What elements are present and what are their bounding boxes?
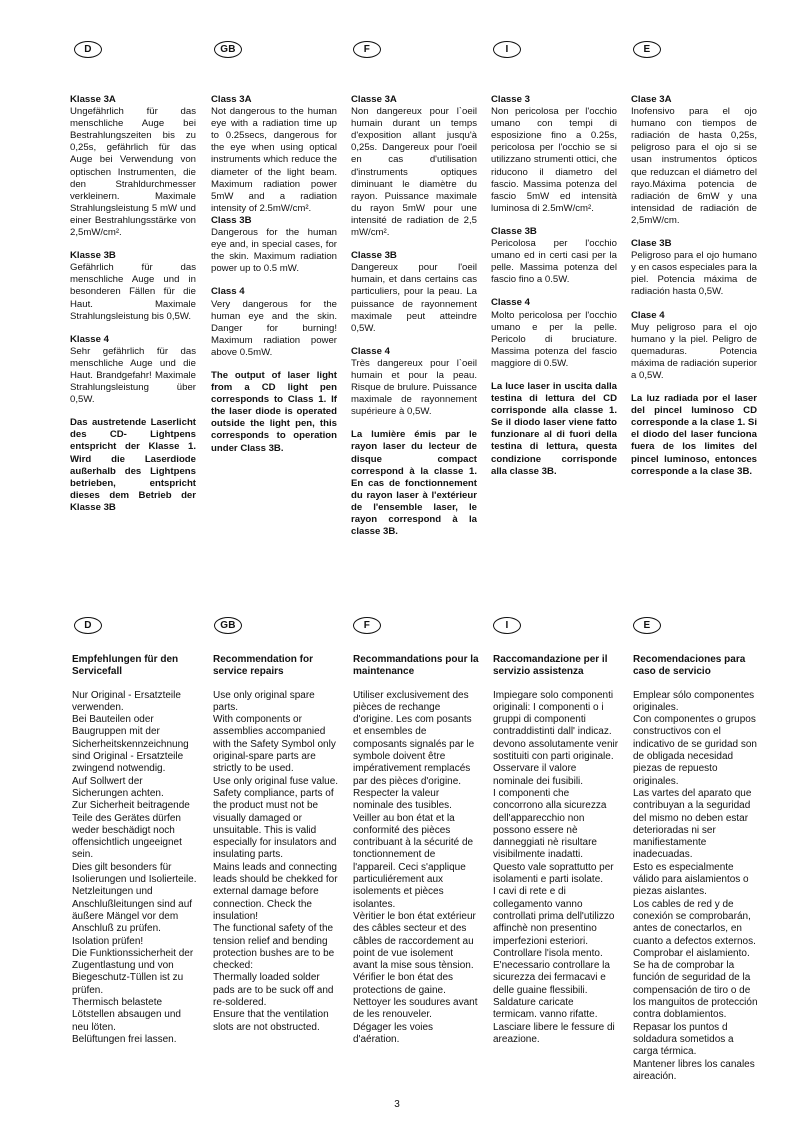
list-item: Ensure that the ventilation slots are not obstructed. [213,1009,329,1033]
list-item: Belüftungen frei lassen. [72,1033,177,1045]
list-item: Con componentes o grupos constructivos con el indicativo de se guridad son de obligada necesidad piezas de repuesto originales. [633,714,757,787]
service-items [72,690,198,1047]
laser-class-column-gb [211,94,337,455]
service-heading: Recomendaciones para caso de servicio [633,654,746,678]
class-text: Ungefährlich für das menschliche Auge bei Bestrahlungszeiten bis zu 0,25s, gefährlich für das Auge bei Verwendung von optischen Instrumenten, die den Strahldurchmesser verkleinern. Maximale Strahlungsleistung 5 mW und einer Bestrahlungsstärke von 2,5mW/cm². [70,106,196,239]
service-items [493,690,619,1047]
list-item: Dies gilt besonders für Isolierungen und Isolierteile. [72,861,197,886]
class-heading: Class 4 [211,286,245,298]
class-heading: Classe 3A [351,94,397,105]
list-item: Thermally loaded solder pads are to be suck off and re-soldered. [213,972,334,1009]
class-heading: Klasse 3B [70,250,116,262]
class-heading: Clase 4 [631,309,665,321]
list-item: Respecter la valeur nominale des tusibles. [353,787,452,812]
class-text: Dangereux pour l'oeil humain, et dans certains cas particuliers, pour la peau. La puissance de rayonnement maximale peut atteindre 0,5W. [351,262,477,334]
list-item: Dégager les voies d'aération. [353,1021,434,1045]
laser-class-column-f [351,94,477,538]
list-item: Auf Sollwert der Sicherungen achten. [72,775,164,799]
lang-badge-bottom-f: F [353,617,381,634]
class-heading: Classe 3B [351,250,397,262]
class-text: Sehr gefährlich für das menschliche Auge und die Haut. Brandgefahr! Maximale Strahlungsleistung über 0,5W. [70,345,196,406]
class-heading: Classe 4 [351,345,390,357]
list-item: Bei Bauteilen oder Baugruppen mit der Sicherheitskennzeichnung sind Original - Ersatzteile zwingend notwendig. [72,714,189,775]
list-item: Thermisch belastete Lötstellen absaugen und neu löten. [72,997,181,1033]
list-item: Saldature caricate termicam. vanno rifatte. [493,997,598,1021]
service-heading: Empfehlungen für den Servicefall [72,654,179,678]
class-text: Not dangerous to the human eye with a radiation time up to 0.25secs, dangerous for the eye when using optical instruments which reduce the diameter of the light beam. Maximum radiation power 5mW and a radiation intensity of 2.5mW/cm². [211,106,337,214]
list-item: I componenti che concorrono alla sicurezza dell'apparecchio non possono essere nè danneggiati nè risultare visibilmente inadatti. [493,787,607,861]
class-heading: Clase 3A [631,94,672,105]
laser-note: Das austretende Laserlicht des CD- Lightpens entspricht der Klasse 1. Wird die Laserdiode außerhalb des Lightpens betrieben, entspricht dieses dem Betrieb der Klasse 3B [70,417,196,513]
list-item: Osservare il valore nominale dei fusibili. [493,763,584,787]
service-heading: Recommendation for service repairs [213,654,314,678]
list-item: Questo vale soprattutto per isolamenti e parti isolate. [493,861,614,886]
list-item: I cavi di rete e di collegamento vanno controllati prima dell'utilizzo affinchè non presentino imperfezioni esteriori. Controllare l'isola mento. [493,886,615,959]
list-item: Zur Sicherheit beitragende Teile des Gerätes dürfen weder beschädigt noch offensichtlich ungeeignet sein. [72,800,190,861]
lang-badge-top-d: D [74,41,102,58]
class-heading: Classe 3B [491,225,537,237]
list-item: Vèritier le bon état extérieur des câbles secteur et des câbles de raccordement au point de vue isolement avant la mise sous tènsion. [353,910,476,972]
laser-class-column-d [70,94,196,514]
lang-badge-bottom-d: D [74,617,102,634]
list-item: Las vartes del aparato que contribuyan a la seguridad del mismo no deben estar deterioradas ni ser manifiestamente inadecuadas. [633,787,752,861]
service-column-d [72,654,198,1046]
laser-class-column-i [491,94,617,478]
class-text: Muy peligroso para el ojo humano y la piel. Peligro de quemaduras. Potencia máxima de radiación superior a 0,5W. [631,321,757,381]
lang-badge-bottom-e: E [633,617,661,634]
list-item: Los cables de red y de conexión se comprobarán, antes de conectarlos, en cuanto a defectos externos. Comprobar el aislamiento. [633,898,756,959]
list-item: Mains leads and connecting leads should be chekked for external damage before connection. Check the insulation! [213,861,338,922]
class-text: Peligroso para el ojo humano y en casos especiales para la piel. Potencia máxima de radiación hasta 0,5W. [631,250,757,298]
laser-note: The output of laser light from a CD light pen corresponds to Class 1. If the laser diode is operated outside the light pen, this corresponds to operation under Class 3B. [211,369,337,454]
service-heading: Recommandations pour la maintenance [353,654,479,678]
list-item: Use only original fuse value. [213,775,339,787]
list-item: Emplear sólo componentes originales. [633,689,755,713]
lang-badge-bottom-gb: GB [214,617,242,634]
class-text: Molto pericolosa per l'occhio umano e per la pelle. Pericolo di bruciature. Massima potenza del fascio maggiore di 0.5W. [491,309,617,369]
list-item: Vérifier le bon état des protections de gaine. [353,972,454,996]
class-heading: Klasse 4 [70,333,109,345]
service-column-e [633,654,759,1083]
list-item: Die Funktionssicherheit der Zugentlastung und von Biegeschutz-Tüllen ist zu prüfen. [72,947,194,996]
class-text: Non dangereux pour l`oeil humain durant un temps d'exposition allant jusqu'à 0,25s. Dangereux pour l'oeil en cas d'utilisation d'instruments optiques diminuant le diamètre du rayon. Puissance maximale du rayon 5mW pour une intensité de radiation de 2,5 mW/cm². [351,106,477,239]
page-number: 3 [394,1099,400,1110]
class-text: Very dangerous for the human eye and the skin. Danger for burning! Maximum radiation power above 0.5mW. [211,298,337,358]
class-heading: Clase 3B [631,238,672,250]
lang-badge-top-f: F [353,41,381,58]
lang-badge-bottom-i: I [493,617,521,634]
list-item: Nettoyer les soudures avant de les renouveler. [353,997,478,1021]
service-column-gb [213,654,339,1034]
laser-note: La luce laser in uscita dalla testina di lettura del CD corrisponde alla classe 1. Se il diodo laser viene fatto funzionare al di fuori della testina di lettura, questa condizione corrisponde alla classe 3B. [491,380,617,477]
list-item: Utiliser exclusivement des pièces de rechange d'origine. Les com posants et ensembles de composants signalés par le symbole doivent être impérativement remplacés par des pièces d'origine. [353,689,475,787]
laser-class-column-e [631,94,757,478]
list-item: The functional safety of the tension relief and bending protection bushes are to be checked: [213,923,335,972]
list-item: Se ha de comprobar la función de seguridad de la compensación de tiro o de los manguitos de protección contra dobIamientos. [633,960,758,1021]
class-heading: Klasse 3A [70,94,116,105]
class-text: Inofensivo para el ojo humano con tiempos de radiación de hasta 0,25s, peligroso para el ojo si se usan instrumentos ópticos que reduzcan el diámetro del rayo.Máxima potencia de radiación de 6mW y una intensidad de radiación de 2,5mW/cm. [631,106,757,226]
class-text: Gefährlich für das menschliche Auge und in besonderen Fällen für die Haut. Maximale Strahlungsleistung bis 0,5W. [70,262,196,322]
class-text: Très dangereux pour l`oeil humain et pour la peau. Risque de brulure. Puissance maximale de rayonnement supérieure à 0,5W. [351,357,477,418]
service-items [213,690,339,1034]
list-item: Nur Original - Ersatzteile verwenden. [72,689,181,713]
list-item: E'necessario controllare la sicurezza dei fermacavi e delle guaine flessibili. [493,960,610,996]
class-heading: Class 3B [211,214,252,226]
laser-note: La luz radiada por el laser del pincel luminoso CD corresponde a la clase 1. Si el diodo del laser funciona fuera de los limites del pincel luminoso, entonces corresponde a la clase 3B. [631,393,757,477]
list-item: With components or assemblies accompanied with the Safety Symbol only original-spare parts are strictly to be used. [213,714,336,775]
list-item: Lasciare libere le fessure di areazione. [493,1021,615,1045]
list-item: Use only original spare parts. [213,689,315,713]
list-item: Repasar los puntos d soldadura sometidos a carga térmica. [633,1021,734,1058]
service-items [353,690,479,1047]
class-text: Non pericolosa per l'occhio umano con tempi di esposizione fino a 0.25s, pericolosa per l'occhio se si utilizzano strumenti ottici, che riducono il diametro del fascio. Massima potenza del fascio 5mW ed intensità luminosa di 2.5mW/cm². [491,106,617,214]
service-column-i [493,654,619,1046]
list-item: Mantener libres los canales aireación. [633,1058,755,1082]
class-heading: Classe 4 [491,297,530,309]
service-items [633,690,759,1084]
class-text: Pericolosa per l'occhio umano ed in certi casi per la pelle. Massima potenza del fascio fino a 0.5W. [491,238,617,286]
class-heading: Class 3A [211,94,252,105]
service-column-f [353,654,479,1046]
list-item: Netzleitungen und Anschlußleitungen sind auf äußere Mängel vor dem Anschluß zu prüfen. Isolation prüfen! [72,886,193,947]
laser-note: La lumière émis par le rayon laser du lecteur de disque compact correspond à la classe 1. En cas de fonctionnement du rayon laser à l'extérieur de l'ensemble laser, le rayon correspond à la classe 3B. [351,429,477,538]
service-heading: Raccomandazione per il servizio assistenza [493,654,608,678]
lang-badge-top-e: E [633,41,661,58]
class-text: Dangerous for the human eye and, in special cases, for the skin. Maximum radiation power up to 0.5 mW. [211,227,337,275]
list-item: Impiegare solo componenti originali: I componenti o i gruppi di componenti contraddistinti dall' indicaz. devono assolutamente venir sostituiti con parti originale. [493,689,619,763]
class-heading: Classe 3 [491,94,530,105]
list-item: Esto es especialmente válido para aislamientos o piezas aislantes. [633,861,749,898]
lang-badge-top-i: I [493,41,521,58]
lang-badge-top-gb: GB [214,41,242,58]
list-item: Veiller au bon état et la conformité des pièces contribuant à la sécurité de tonctionnement de l'appareil. Ceci s'applique particuliérement aux isolements et pièces isolantes. [353,812,474,910]
list-item: Safety compliance, parts of the product must not be visually damaged or unsuitable. This is valid especially for insulators and insulating parts. [213,787,337,861]
